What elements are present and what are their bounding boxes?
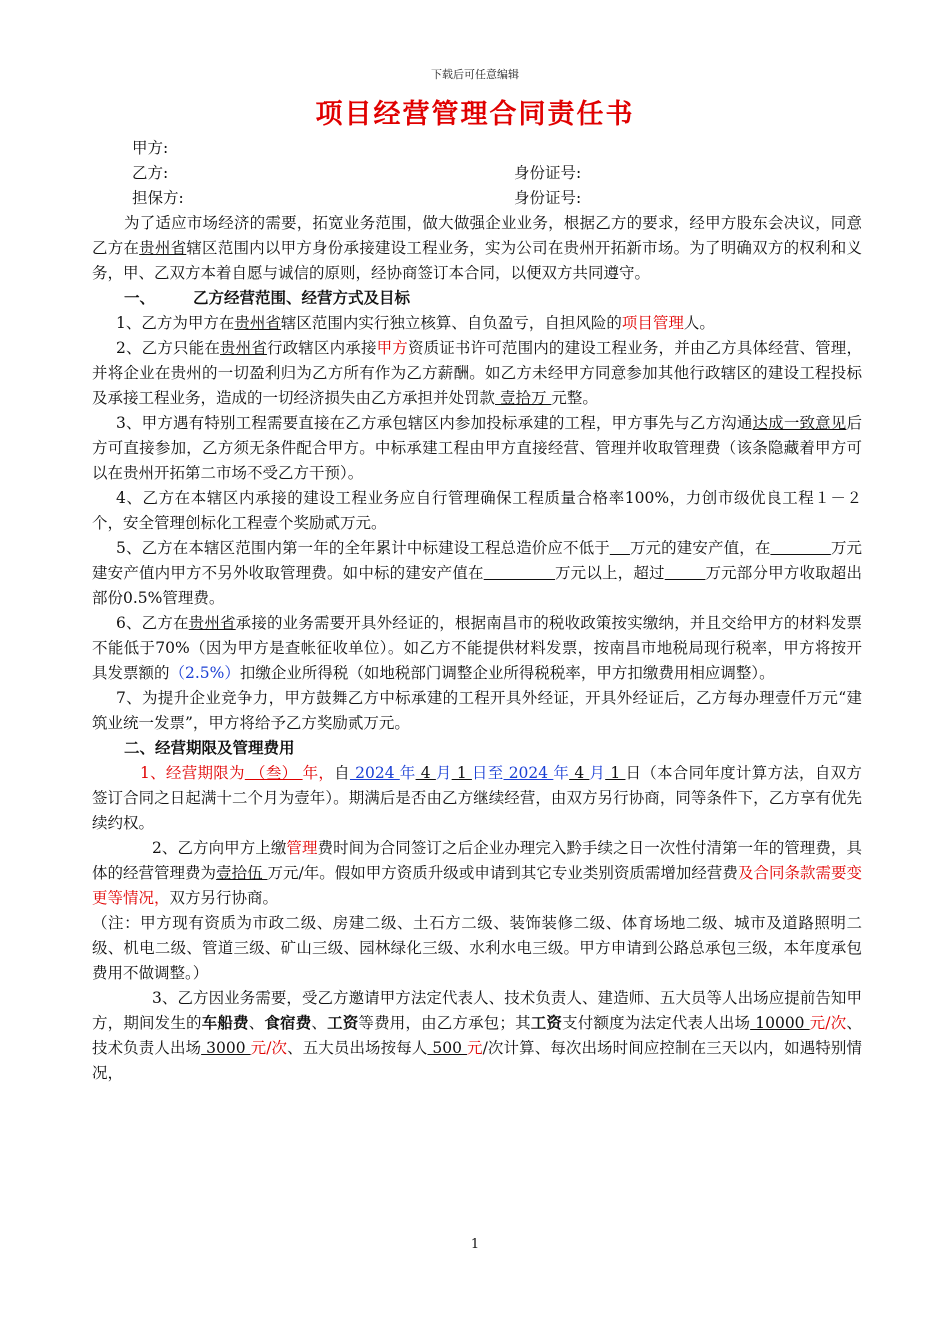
c5-text-a: 5、乙方在本辖区范围内第一年的全年累计中标建设工程总造价应不低于 [116,539,610,557]
d2-red-text-1: 管理 [286,839,318,857]
d1-day-label: 日至 [471,764,504,782]
c5-text-e: 万元部分甲方收取超出部份0.5%管理费。 [92,564,862,607]
d3-bold-3: 工资 [327,1014,359,1032]
clause-2-1 [92,761,862,836]
d3-text-b: 等费用，由乙方承包；其 [358,1014,531,1032]
d3-bold-2: 食宿费 [264,1014,312,1032]
d2-text-d: 双方另行协商。 [169,889,279,907]
document-body [92,136,862,1086]
c3-underlined: 达成一致意见 [752,414,847,432]
d3-amount-2: 3000 [201,1039,251,1057]
clause-1-2 [92,336,862,411]
c6-province: 贵州省 [188,614,236,632]
d3-amount-1: 10000 [750,1014,810,1032]
party-danbao-id-label: 身份证号: [514,189,582,207]
d2-text-a: 2、乙方向甲方上缴 [152,839,287,857]
clause-1-7: 7、为提升企业竞争力，甲方鼓舞乙方中标承建的工程开具外经证，开具外经证后，乙方每办理壹仟万元“建筑业统一发票”，甲方将给予乙方奖励贰万元。 [92,689,862,732]
intro-text-b: 辖区范围内以甲方身份承接建设工程业务，实为公司在贵州开拓新市场。为了明确双方的权利和义务，甲、乙双方本着自愿与诚信的原则，经协商签订本合同，以便双方共同遵守。 [92,239,862,282]
d3-sep-1: 、 [248,1014,265,1032]
d3-unit-1: 元/次 [809,1014,847,1032]
c2-text-c: 资质证书许可范围内的建设工程业务，并由乙方具体经营、管理，并将企业在贵州的一切盈利归为乙方所有作为乙方薪酬。如乙方未经甲方同意参加其他行政辖区的建设工程投标及承接工程业务，造成的一切经济损失由乙方承担并处罚款 [92,339,862,407]
d1-end-year: 2024 [503,764,554,782]
d1-end-year-label: 年 [553,764,570,782]
c6-rate: （2.5%） [169,664,240,682]
d1-end-day-label: 日 [625,764,642,782]
d3-bold-1: 车船费 [201,1014,249,1032]
d1-end-month: 4 [569,764,590,782]
d1-month-label: 月 [435,764,452,782]
section-2-heading: 二、经营期限及管理费用 [124,739,295,757]
d3-text-a: 3、乙方因业务需要，受乙方邀请甲方法定代表人、技术负责人、建造师、五大员等人出场应提前告知甲方，期间发生的 [92,989,862,1032]
d2-text-b: 费时间为合同签订之后企业办理完入黔手续之日一次性付清第一年的管理费，具体的经营管理费为 [92,839,862,882]
d1-start-year: 2024 [349,764,400,782]
page-header: 下载后可任意编辑 [431,68,519,81]
party-yi-id-label: 身份证号: [514,164,582,182]
c6-text-b: 承接的业务需要开具外经证的，根据南昌市的税收政策按实缴纳，并且交给甲方的材料发票不能低于70%（因为甲方是查帐征收单位）。如乙方不能提供材料发票，按南昌市地税局现行税率，甲方将按开具发票额的 [92,614,862,682]
c3-text-b: 后方可直接参加，乙方须无条件配合甲方。中标承建工程由甲方直接经营、管理并收取管理费（该条隐藏着甲方可以在贵州开拓第二市场不受乙方干预）。 [92,414,862,482]
section-1-number: 一、 [124,289,156,307]
qualification-note: （注：甲方现有资质为市政二级、房建二级、土石方二级、装饰装修二级、体育场地二级、城市及道路照明二级、机电二级、管道三级、矿山三级、园林绿化三级、水利水电三级。甲方申请到公路总承包三级，本年度承包费用不做调整。） [92,914,862,982]
c3-text-a: 3、甲方遇有特别工程需要直接在乙方承包辖区内参加投标承建的工程，甲方事先与乙方沟通 [116,414,753,432]
party-yi-label: 乙方: [132,164,169,182]
d1-term-years: （叁） [244,764,303,782]
section-1-title: 乙方经营范围、经营方式及目标 [193,289,411,307]
d1-year-label: 年 [399,764,416,782]
c2-text-d: 元整。 [551,389,598,407]
c1-text-b: 辖区范围内实行独立核算、自负盈亏，自担风险的 [280,314,622,332]
clause-1-6 [92,611,862,686]
d3-bold-4: 工资 [530,1014,563,1032]
d1-text-e: （本合同年度计算方法，自双方签订合同之日起满十二个月为壹年）。期满后是否由乙方继续经营，由双方另行协商，同等条件下，乙方享有优先续约权。 [92,764,862,832]
party-block [92,136,862,211]
c2-text-b: 行政辖区内承接 [266,339,377,357]
c5-blank-1 [610,539,630,557]
intro-paragraph [92,211,862,286]
d3-sep-2: 、 [311,1014,328,1032]
d2-fee-amount: 壹拾伍 [216,864,268,882]
d3-unit-3: 元 [467,1039,483,1057]
c6-text-a: 6、乙方在 [116,614,189,632]
d1-text-b: 年， [302,764,335,782]
d3-text-e: 、五大员出场按每人 [287,1039,428,1057]
d1-end-day: 1 [605,764,626,782]
d3-text-d: 、技术负责人出场 [92,1014,862,1057]
d2-red-text-2: 及合同条款需要变更等情况， [92,864,862,907]
d3-text-f: /次计算、每次出场时间应控制在三天以内，如遇特别情况， [92,1039,862,1082]
c1-red-text: 项目管理 [621,314,684,332]
c5-blank-3 [484,564,555,582]
c1-text-c: 人。 [683,314,715,332]
d3-unit-2: 元/次 [250,1039,288,1057]
party-danbao-label: 担保方: [132,189,184,207]
c1-text-a: 1、乙方为甲方在 [116,314,235,332]
page-number: 1 [470,1237,480,1252]
clause-1-5 [92,536,862,611]
c5-text-c: 万元建安产值内甲方不另外收取管理费。如中标的建安产值在 [92,539,862,582]
party-row-jia [132,136,862,161]
c5-text-d: 万元以上，超过 [555,564,665,582]
c2-fine-amount: 壹拾万 [495,389,552,407]
party-row-danbao [132,186,862,211]
intro-province: 贵州省 [139,239,187,257]
d3-text-c: 支付额度为法定代表人出场 [562,1014,751,1032]
d2-text-c: 万元/年。假如甲方资质升级或申请到其它专业类别资质需增加经营费 [267,864,738,882]
c2-red-text: 甲方 [376,339,408,357]
d1-start-day: 1 [451,764,472,782]
clause-2-2 [92,836,862,911]
section-1-heading [92,286,862,311]
d1-text-c: 自 [334,764,350,782]
c2-province: 贵州省 [220,339,267,357]
d1-start-month: 4 [415,764,436,782]
c5-text-b: 万元的建安产值，在 [629,539,771,557]
c6-text-c: 扣缴企业所得税（如地税部门调整企业所得税税率，甲方扣缴费用相应调整）。 [239,664,775,682]
clause-1-1 [92,311,862,336]
party-jia-label: 甲方: [132,139,169,157]
d1-end-month-label: 月 [589,764,606,782]
c2-text-a: 2、乙方只能在 [116,339,220,357]
d3-amount-3: 500 [427,1039,468,1057]
clause-1-3 [92,411,862,486]
document-title: 项目经营管理合同责任书 [315,99,635,130]
party-row-yi [132,161,862,186]
intro-text-a: 为了适应市场经济的需要，拓宽业务范围，做大做强企业业务，根据乙方的要求，经甲方股东会决议，同意乙方在 [92,214,862,257]
clause-1-4: 4、乙方在本辖区内承接的建设工程业务应自行管理确保工程质量合格率100%，力创市级优良工程１－２个，安全管理创标化工程壹个奖励贰万元。 [92,489,862,532]
d1-text-a: 1、经营期限为 [140,764,245,782]
c1-province: 贵州省 [234,314,281,332]
clause-2-3 [92,986,862,1086]
c5-blank-4 [665,564,706,582]
c5-blank-2 [770,539,830,557]
